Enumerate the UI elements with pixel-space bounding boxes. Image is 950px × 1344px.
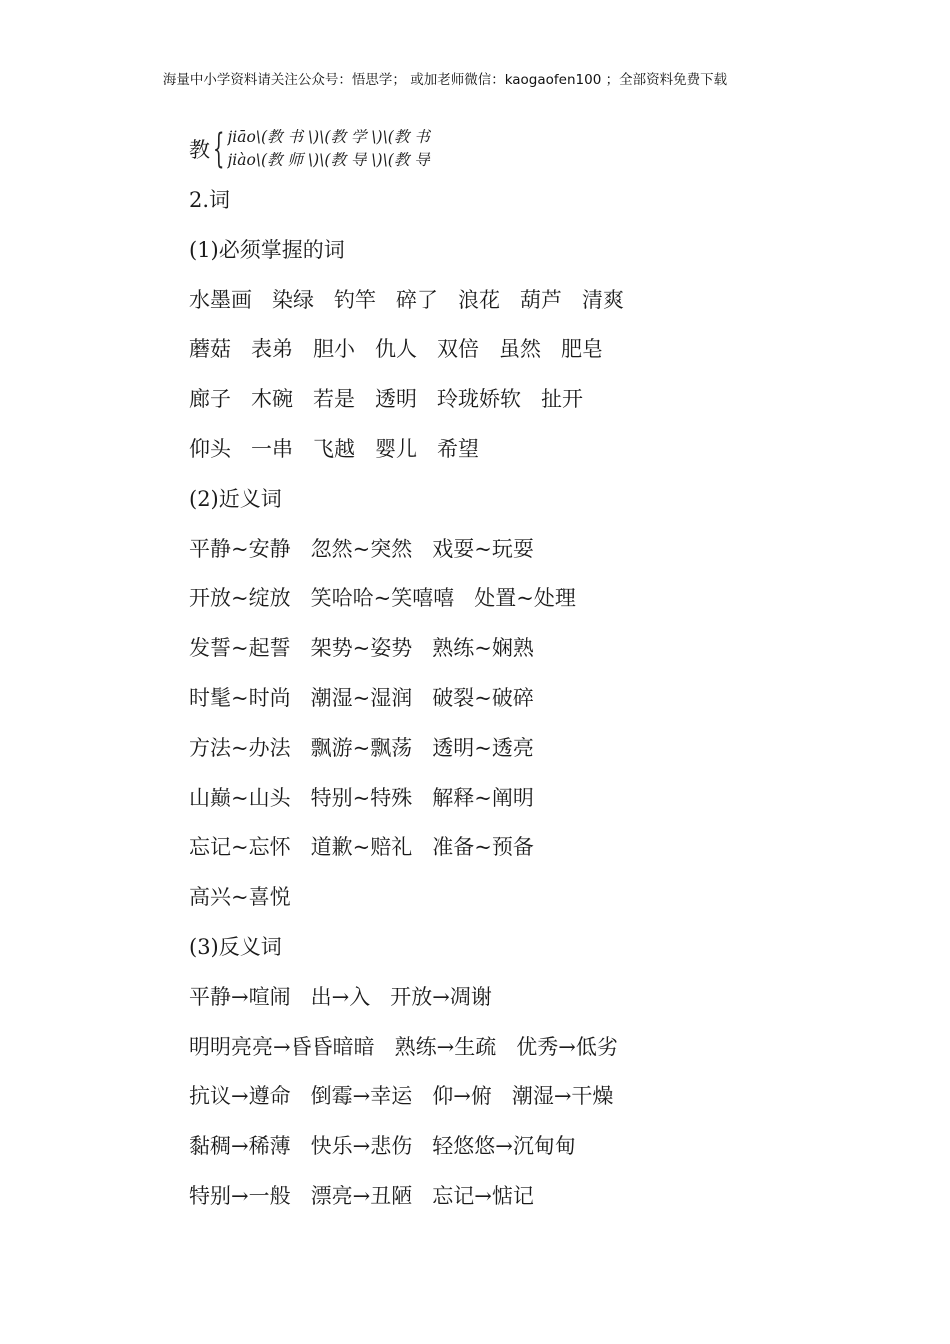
word-item: 透明: [375, 387, 417, 412]
word-item: 准备~预备: [432, 835, 534, 860]
word-row: [189, 724, 889, 774]
word-item: 明明亮亮→昏昏暗暗: [189, 1034, 375, 1059]
polyphonic-character: 教: [189, 138, 210, 162]
word-item: 熟练~娴熟: [432, 636, 534, 661]
word-item: 特别→一般: [189, 1183, 291, 1208]
word-item: 仇人: [375, 337, 417, 362]
word-item: 特别~特殊: [310, 785, 413, 810]
word-item: 希望: [437, 436, 479, 461]
word-groups: [189, 226, 889, 1222]
word-row: [189, 973, 889, 1023]
word-item: 胆小: [313, 337, 355, 362]
word-item: 仰头: [189, 436, 231, 461]
word-item: 处置~处理: [474, 586, 576, 611]
group-title: (2)近义词: [189, 486, 282, 511]
word-item: 忘记→惦记: [432, 1183, 534, 1208]
document-body: [189, 122, 889, 1222]
section-title: 2.词: [189, 188, 231, 212]
word-item: 若是: [313, 387, 355, 412]
word-item: 轻悠悠→沉甸甸: [432, 1134, 576, 1159]
word-item: 潮湿~湿润: [310, 685, 413, 710]
word-item: 透明~透亮: [432, 735, 534, 760]
word-item: 水墨画: [189, 287, 252, 312]
pronunciation-block: [189, 122, 889, 176]
word-item: 高兴~喜悦: [189, 885, 291, 910]
word-item: 开放~绽放: [189, 586, 291, 611]
word-item: 笑哈哈~笑嘻嘻: [310, 586, 455, 611]
pronunciation-line-2: jiào\(教 师 \)\(教 导 \)\(教 导: [227, 151, 430, 169]
word-row: [189, 674, 889, 724]
word-item: 道歉~赔礼: [310, 835, 413, 860]
group-title: (3)反义词: [189, 934, 282, 959]
word-row: [189, 823, 889, 873]
word-item: 忘记~忘怀: [189, 835, 291, 860]
left-brace: {: [212, 126, 225, 172]
word-row: [189, 325, 889, 375]
word-row: [189, 276, 889, 326]
word-item: 戏耍~玩耍: [432, 536, 534, 561]
word-row: [189, 525, 889, 575]
word-item: 染绿: [272, 287, 314, 312]
word-item: 一串: [251, 436, 293, 461]
word-item: 架势~姿势: [310, 636, 413, 661]
word-item: 方法~办法: [189, 735, 291, 760]
word-item: 黏稠→稀薄: [189, 1134, 291, 1159]
word-item: 潮湿→干燥: [511, 1084, 614, 1109]
word-item: 清爽: [582, 287, 624, 312]
word-row: [189, 1072, 889, 1122]
pronunciation-line-1: jiāo\(教 书 \)\(教 学 \)\(教 书: [227, 128, 430, 146]
word-item: 虽然: [499, 337, 541, 362]
word-item: 平静→喧闹: [189, 984, 291, 1009]
word-item: 时髦~时尚: [189, 685, 291, 710]
word-row: [189, 1172, 889, 1222]
word-row: [189, 375, 889, 425]
word-row: [189, 873, 889, 923]
word-item: 优秀→低劣: [516, 1034, 618, 1059]
word-item: 平静~安静: [189, 536, 291, 561]
word-row: [189, 624, 889, 674]
word-item: 表弟: [251, 337, 293, 362]
word-item: 快乐→悲伤: [310, 1134, 413, 1159]
pronunciation-lines: [227, 126, 483, 172]
word-item: 玲珑娇软: [437, 387, 521, 412]
word-item: 仰→俯: [432, 1084, 492, 1109]
word-item: 抗议→遵命: [189, 1084, 291, 1109]
page-header-notice: 海量中小学资料请关注公众号：悟思学； 或加老师微信：kaogaofen100 ；全部资料免费下载: [162, 72, 728, 88]
word-item: 葫芦: [520, 287, 562, 312]
word-item: 开放→凋谢: [390, 984, 492, 1009]
word-item: 飘游~飘荡: [310, 735, 413, 760]
word-item: 熟练→生疏: [394, 1034, 497, 1059]
word-row: [189, 1122, 889, 1172]
word-item: 发誓~起誓: [189, 636, 291, 661]
word-item: 钓竿: [334, 287, 376, 312]
word-row: [189, 425, 889, 475]
word-item: 解释~阐明: [432, 785, 534, 810]
word-item: 木碗: [251, 387, 293, 412]
word-item: 出→入: [310, 984, 371, 1009]
word-item: 忽然~突然: [310, 536, 413, 561]
word-item: 山巅~山头: [189, 785, 291, 810]
word-row: [189, 1023, 889, 1073]
word-item: 碎了: [396, 287, 438, 312]
word-item: 浪花: [458, 287, 500, 312]
word-item: 扯开: [541, 387, 583, 412]
word-item: 廊子: [189, 387, 231, 412]
word-row: [189, 774, 889, 824]
word-item: 漂亮→丑陋: [310, 1183, 413, 1208]
word-item: 蘑菇: [189, 337, 231, 362]
word-item: 肥皂: [561, 337, 603, 362]
word-item: 破裂~破碎: [432, 685, 534, 710]
word-item: 倒霉→幸运: [310, 1084, 413, 1109]
word-item: 双倍: [437, 337, 479, 362]
word-item: 飞越: [313, 436, 355, 461]
group-title: (1)必须掌握的词: [189, 237, 345, 262]
word-item: 婴儿: [375, 436, 417, 461]
word-row: [189, 574, 889, 624]
